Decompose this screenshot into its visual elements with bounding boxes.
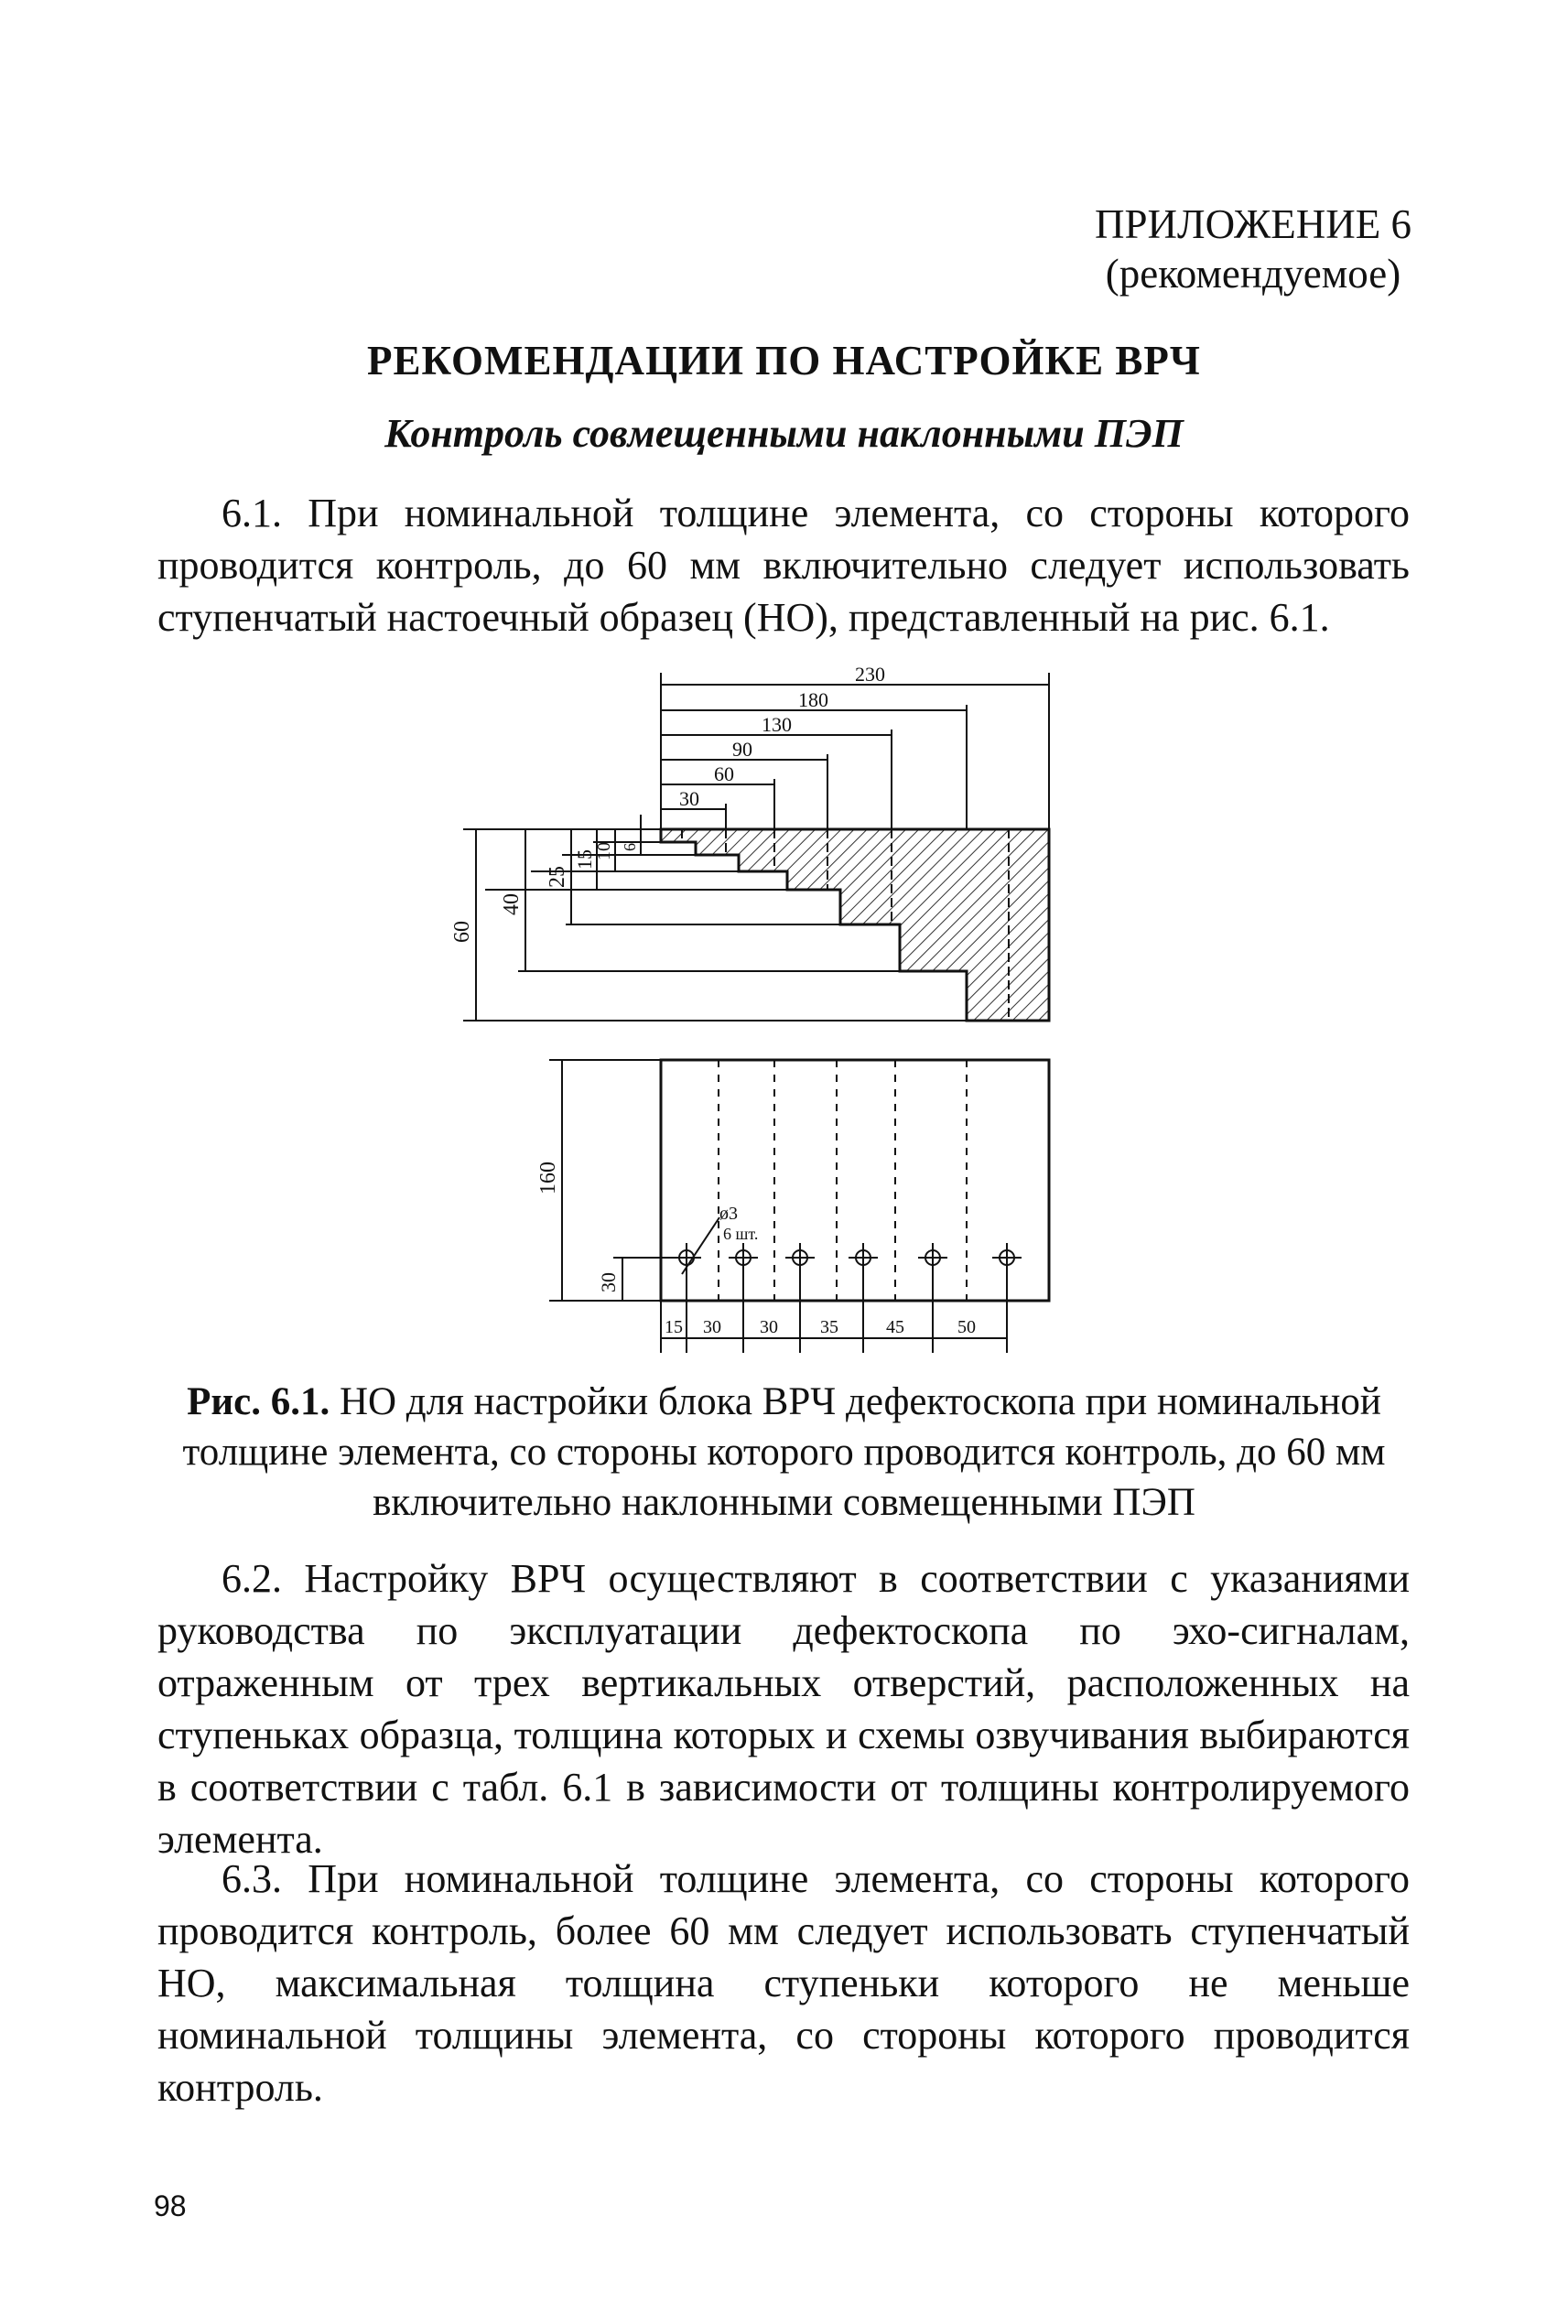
- dim-30-top: 30: [679, 787, 699, 810]
- figure-caption: [137, 1377, 1431, 1528]
- dim-bottom-30b: 30: [760, 1317, 778, 1337]
- paragraph-6-1: 6.1. При номинальной толщине элемента, со стороны которого проводится контроль, до 60 мм включительно следует использовать ступенчатый настоечный образец (НО), представленный на рис. 6.1.: [157, 491, 1410, 640]
- dim-bottom-35: 35: [820, 1317, 838, 1337]
- page-number: 98: [154, 2189, 187, 2222]
- dim-15: 15: [573, 849, 596, 870]
- dim-160: 160: [536, 1162, 560, 1194]
- dim-60-top: 60: [714, 762, 734, 785]
- dim-40: 40: [500, 893, 524, 915]
- page-title: РЕКОМЕНДАЦИИ ПО НАСТРОЙКЕ ВРЧ: [367, 338, 1201, 384]
- dim-180: 180: [798, 688, 828, 711]
- dim-60: 60: [450, 921, 474, 943]
- dim-bottom-50: 50: [957, 1317, 976, 1337]
- dim-bottom-15: 15: [665, 1317, 683, 1337]
- dim-90: 90: [732, 738, 752, 761]
- dim-30-side: 30: [597, 1272, 620, 1292]
- caption-text: НО для настройки блока ВРЧ дефектоскопа при номинальной толщине элемента, со стороны которого проводится контроль, до 60 мм включительно наклонными совмещенными ПЭП: [182, 1380, 1386, 1524]
- dim-230: 230: [855, 663, 885, 686]
- appendix-note: (рекомендуемое): [1105, 251, 1401, 297]
- dim-10: 10: [594, 842, 614, 860]
- dim-130: 130: [762, 713, 792, 736]
- dim-25: 25: [546, 866, 569, 888]
- section-view: [450, 663, 1049, 1021]
- section-subtitle: Контроль совмещенными наклонными ПЭП: [384, 411, 1184, 456]
- hole-markers: [672, 1243, 1022, 1272]
- appendix-label: ПРИЛОЖЕНИЕ 6: [1095, 201, 1411, 247]
- dim-bottom-45: 45: [886, 1317, 904, 1337]
- dim-6: 6: [621, 843, 639, 851]
- paragraph-6-3: 6.3. При номинальной толщине элемента, со стороны которого проводится контроль, более 60 мм следует использовать ступенчатый НО, максимальная толщина ступеньки которого не меньше номинальной толщины элемента, со стороны которого проводится контроль.: [157, 1856, 1410, 2110]
- hole-count-note: 6 шт.: [723, 1225, 759, 1243]
- hole-diameter-note: ø3: [719, 1204, 738, 1224]
- caption-label: Рис. 6.1.: [187, 1380, 330, 1423]
- plan-view: [536, 1060, 1049, 1353]
- dim-bottom-30a: 30: [703, 1317, 721, 1337]
- paragraph-6-2: 6.2. Настройку ВРЧ осуществляют в соответствии с указаниями руководства по эксплуатации дефектоскопа по эхо-сигналам, отраженным от трех вертикальных отверстий, расположенных на ступеньках образца, толщина которых и схемы озвучивания выбираются в соответствии с табл. 6.1 в зависимости от толщины контролируемого элемента.: [157, 1556, 1410, 1862]
